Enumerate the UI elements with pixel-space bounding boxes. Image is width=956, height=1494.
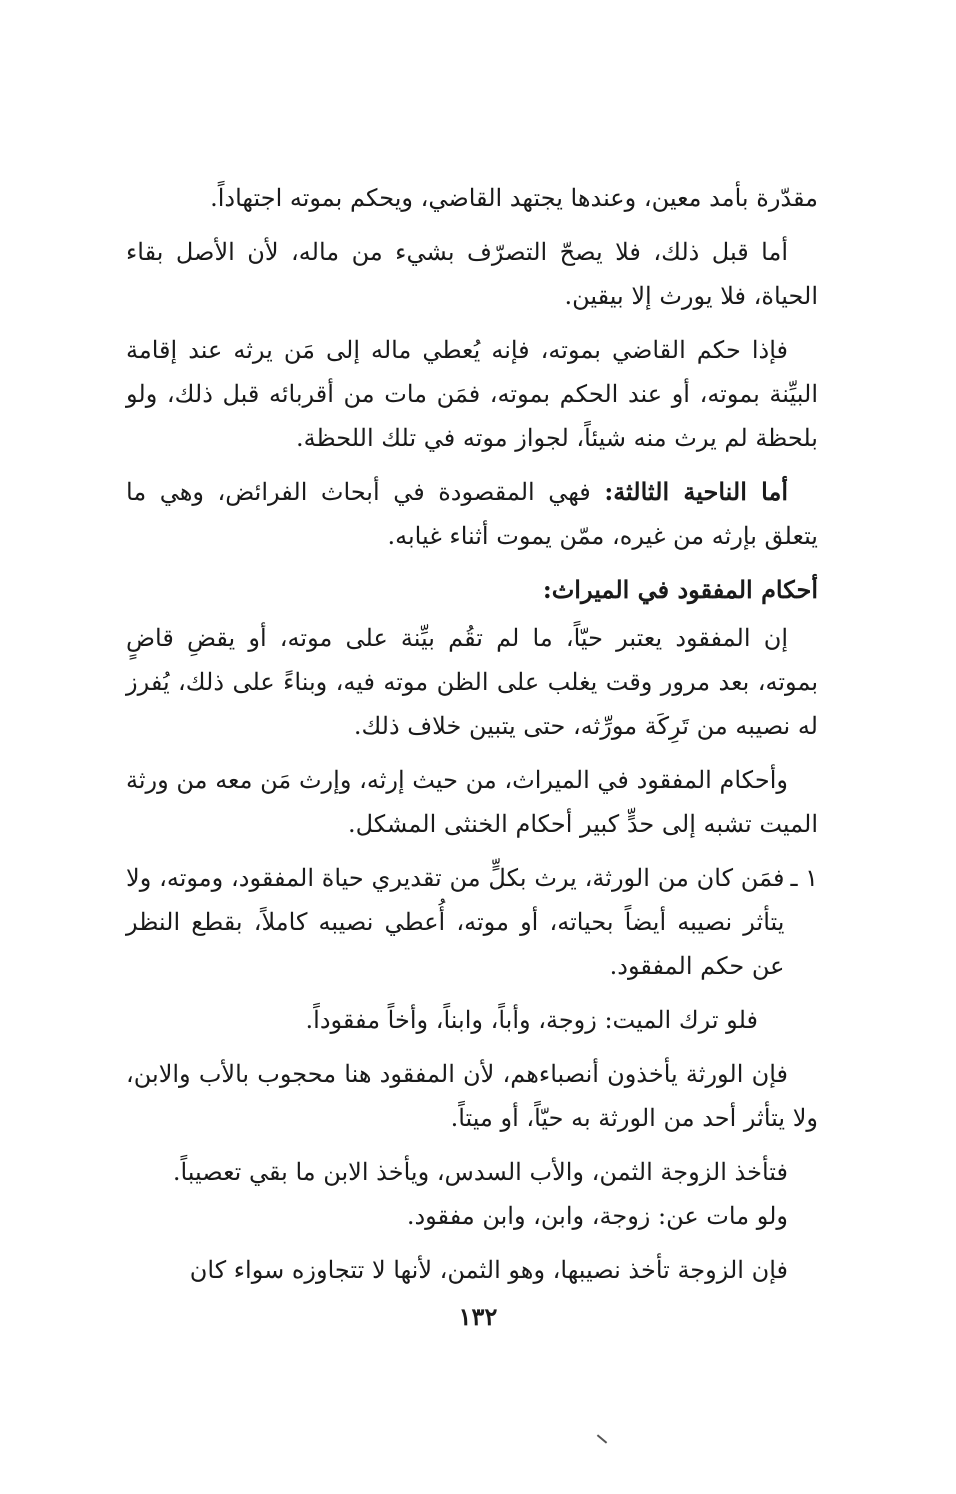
section-heading: أحكام المفقود في الميراث: (542, 575, 818, 604)
paragraph-1: مقدّرة بأمد معين، وعندها يجتهد القاضي، ويحكم بموته اجتهاداً. (210, 184, 818, 212)
paragraph-6: وأحكام المفقود في الميراث، من حيث إرثه، وإرث مَن معه من ورثة الميت تشبه إلى حدٍّ كبير أحكام الخنثى المشكل. (126, 766, 818, 838)
scan-speck (597, 1434, 607, 1443)
paragraph-2: أما قبل ذلك، فلا يصحّ التصرّف بشيء من ماله، لأن الأصل بقاء الحياة، فلا يورث إلا بيقين. (126, 238, 818, 310)
item-number: ١ ـ (790, 864, 818, 892)
paragraph-10: ولو مات عن: زوجة، وابن، وابن مفقود. (406, 1202, 788, 1230)
page-number: ١٣٢ (458, 1302, 498, 1331)
paragraph-7: فلو ترك الميت: زوجة، وأباً، وابناً، وأخاً مفقوداً. (305, 1006, 758, 1034)
paragraph-8: فإن الورثة يأخذون أنصباءهم، لأن المفقود هنا محجوب بالأب والابن، ولا يتأثر أحد من الورثة به حيّاً، أو ميتاً. (126, 1060, 818, 1132)
paragraph-11: فإن الزوجة تأخذ نصيبها، وهو الثمن، لأنها لا تتجاوزه سواء كان (189, 1256, 788, 1284)
paragraph-5: إن المفقود يعتبر حيّاً، ما لم تقُم بيِّنة على موته، أو يقضِ قاضٍ بموته، بعد مرور وقت يغلب على الظن موته فيه، وبناءً على ذلك، يُفرز له نصيبه من تَرِكَة مورِّثه، حتى يتبين خلاف ذلك. (126, 624, 818, 740)
item-text: فمَن كان من الورثة، يرث بكلٍّ من تقديري حياة المفقود، وموته، ولا يتأثر نصيبه أيضاً بحياته، أو موته، أُعطي نصيبه كاملاً، بقطع النظر عن حكم المفقود. (126, 864, 785, 980)
paragraph-3: فإذا حكم القاضي بموته، فإنه يُعطي ماله إلى مَن يرثه عند إقامة البيِّنة بموته، أو عند الحكم بموته، فمَن مات من أقربائه قبل ذلك، ولو بلحظة لم يرث منه شيئاً، لجواز موته في تلك اللحظة. (126, 336, 818, 452)
paragraph-4-rest: فهي المقصودة في أبحاث الفرائض، وهي ما يتعلق بإرثه من غيره، ممّن يموت أثناء غيابه. (126, 478, 818, 550)
page-body (126, 176, 818, 1302)
paragraph-9: فتأخذ الزوجة الثمن، والأب السدس، ويأخذ الابن ما بقي تعصيباً. (172, 1158, 788, 1186)
numbered-item-1 (126, 856, 818, 988)
paragraph-4 (126, 470, 818, 558)
paragraph-4-lead: أما الناحية الثالثة: (604, 477, 789, 506)
